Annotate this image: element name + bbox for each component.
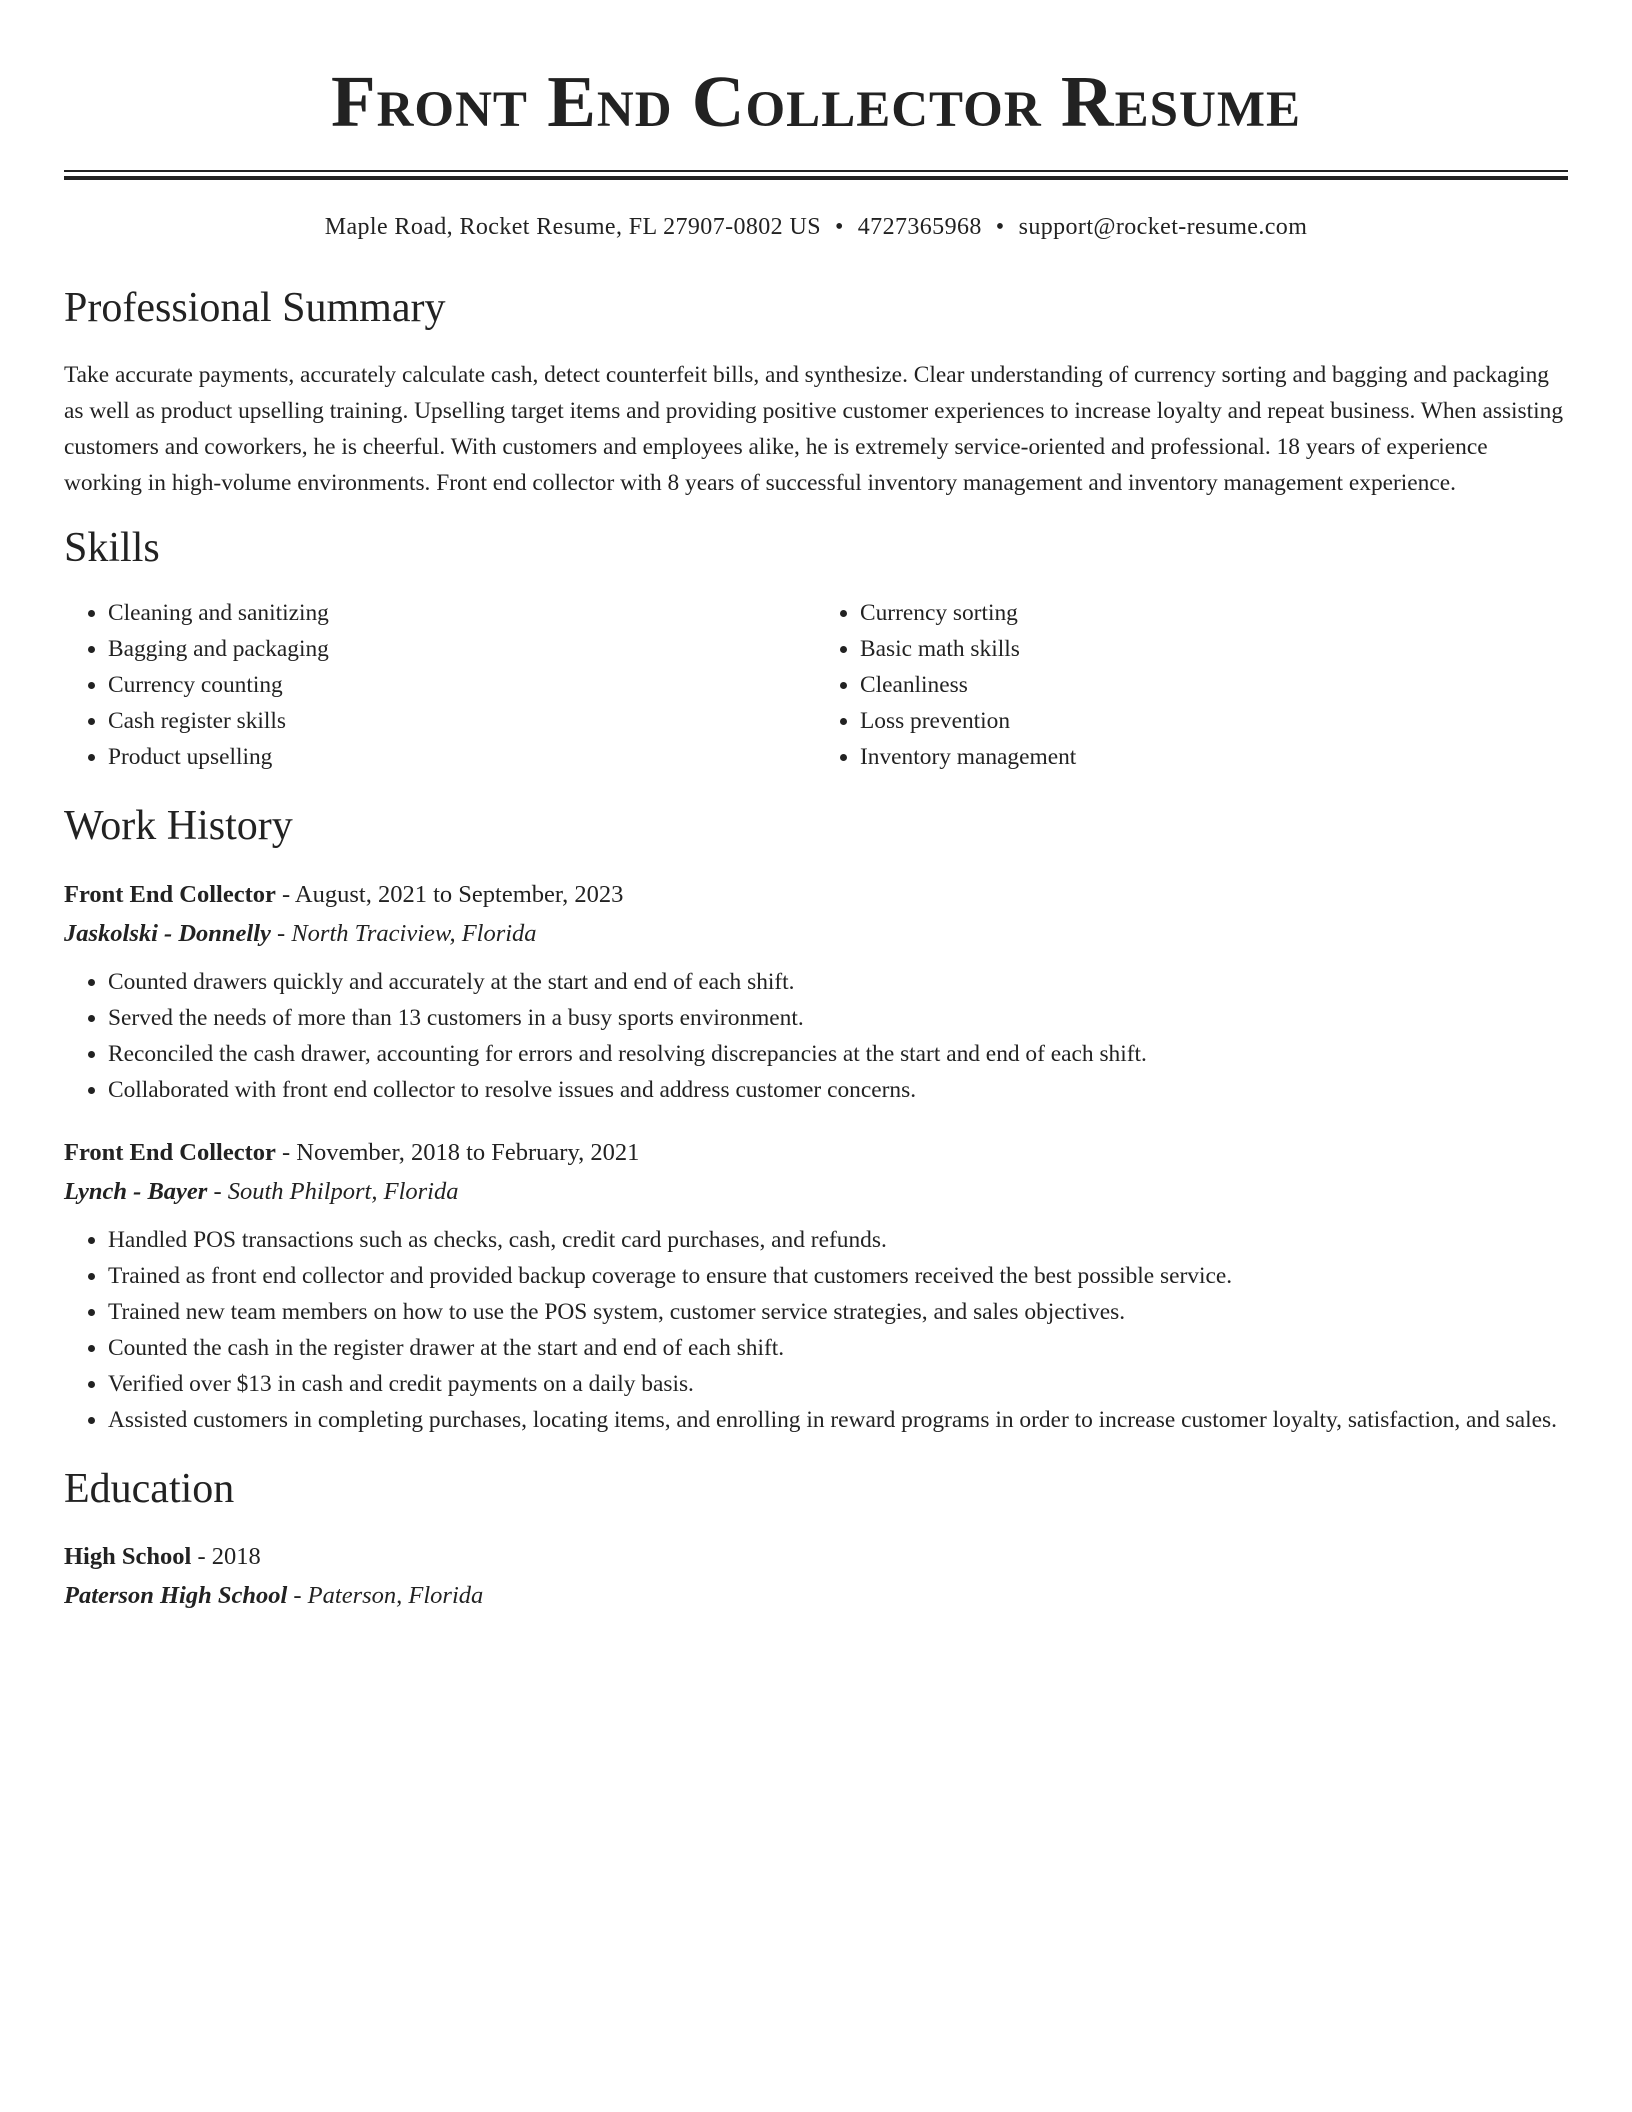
skills-list	[64, 595, 1568, 775]
education-year: - 2018	[191, 1542, 261, 1570]
job-title-line	[64, 1134, 1568, 1172]
employer-location: - South Philport, Florida	[207, 1177, 459, 1205]
title-divider	[64, 170, 1568, 180]
job-role: Front End Collector	[64, 1138, 276, 1166]
skills-heading: Skills	[64, 525, 160, 572]
skills-column-right	[816, 595, 1568, 775]
job-entry	[64, 1134, 1568, 1438]
summary-text: Take accurate payments, accurately calculate cash, detect counterfeit bills, and synthesize. Clear understanding of currency sorting and bagging and packaging as well as product upselling training. Upselling target items and providing positive customer experiences to increase loyalty and repeat business. When assisting customers and coworkers, he is cheerful. With customers and employees alike, he is extremely service-oriented and professional. 18 years of experience working in high-volume environments. Front end collector with 8 years of successful inventory management and inventory management experience.	[64, 362, 1564, 497]
education-degree: High School	[64, 1542, 192, 1570]
education-school-line	[64, 1576, 1568, 1616]
duty-item: • Collaborated with front end collector to resolve issues and address customer concerns.	[108, 1072, 1568, 1108]
job-title-line	[64, 876, 1568, 914]
skill-item: • Cleaning and sanitizing	[108, 595, 816, 631]
skill-item: • Cleanliness	[860, 667, 1568, 703]
employer-location: - North Traciview, Florida	[270, 919, 537, 947]
job-dates: - November, 2018 to February, 2021	[275, 1138, 640, 1166]
contact-email: support@rocket-resume.com	[1018, 214, 1308, 240]
contact-phone: 4727365968	[857, 214, 982, 240]
skill-item: • Cash register skills	[108, 703, 816, 739]
skill-item: • Loss prevention	[860, 703, 1568, 739]
duty-item: • Counted the cash in the register drawer at the start and end of each shift.	[108, 1330, 1568, 1366]
skill-item: • Inventory management	[860, 739, 1568, 775]
skill-item: • Product upselling	[108, 739, 816, 775]
job-entry	[64, 876, 1568, 1108]
contact-address: Maple Road, Rocket Resume, FL 27907-0802 US	[324, 214, 821, 240]
job-duties	[64, 964, 1568, 1108]
duty-item: • Trained as front end collector and provided backup coverage to ensure that customers received the best possible service.	[108, 1258, 1568, 1294]
skill-item: • Currency counting	[108, 667, 816, 703]
employer-name: Jaskolski - Donnelly	[64, 919, 271, 947]
skills-column-left	[64, 595, 816, 775]
duty-item: • Assisted customers in completing purchases, locating items, and enrolling in reward programs in order to increase customer loyalty, satisfaction, and sales.	[108, 1402, 1568, 1438]
duty-item: • Reconciled the cash drawer, accounting for errors and resolving discrepancies at the start and end of each shift.	[108, 1036, 1568, 1072]
education-location: - Paterson, Florida	[287, 1581, 484, 1609]
education-heading: Education	[64, 1465, 235, 1512]
contact-separator: •	[995, 214, 1005, 240]
summary-heading: Professional Summary	[64, 285, 446, 331]
employer-line	[64, 914, 1568, 954]
job-dates: - August, 2021 to September, 2023	[275, 880, 624, 908]
work-history-heading: Work History	[64, 803, 293, 850]
contact-line	[64, 214, 1568, 241]
resume-title: Front End Collector Resume	[331, 61, 1301, 142]
education-degree-line	[64, 1538, 1568, 1576]
duty-item: • Served the needs of more than 13 customers in a busy sports environment.	[108, 1000, 1568, 1036]
education-school: Paterson High School	[64, 1581, 288, 1609]
job-role: Front End Collector	[64, 880, 276, 908]
duty-item: • Handled POS transactions such as checks, cash, credit card purchases, and refunds.	[108, 1222, 1568, 1258]
duty-item: • Counted drawers quickly and accurately at the start and end of each shift.	[108, 964, 1568, 1000]
skill-item: • Basic math skills	[860, 631, 1568, 667]
employer-name: Lynch - Bayer	[64, 1177, 208, 1205]
contact-separator: •	[834, 214, 844, 240]
duty-item: • Trained new team members on how to use the POS system, customer service strategies, and sales objectives.	[108, 1294, 1568, 1330]
job-duties	[64, 1222, 1568, 1438]
duty-item: • Verified over $13 in cash and credit payments on a daily basis.	[108, 1366, 1568, 1402]
skill-item: • Bagging and packaging	[108, 631, 816, 667]
skill-item: • Currency sorting	[860, 595, 1568, 631]
employer-line	[64, 1172, 1568, 1212]
